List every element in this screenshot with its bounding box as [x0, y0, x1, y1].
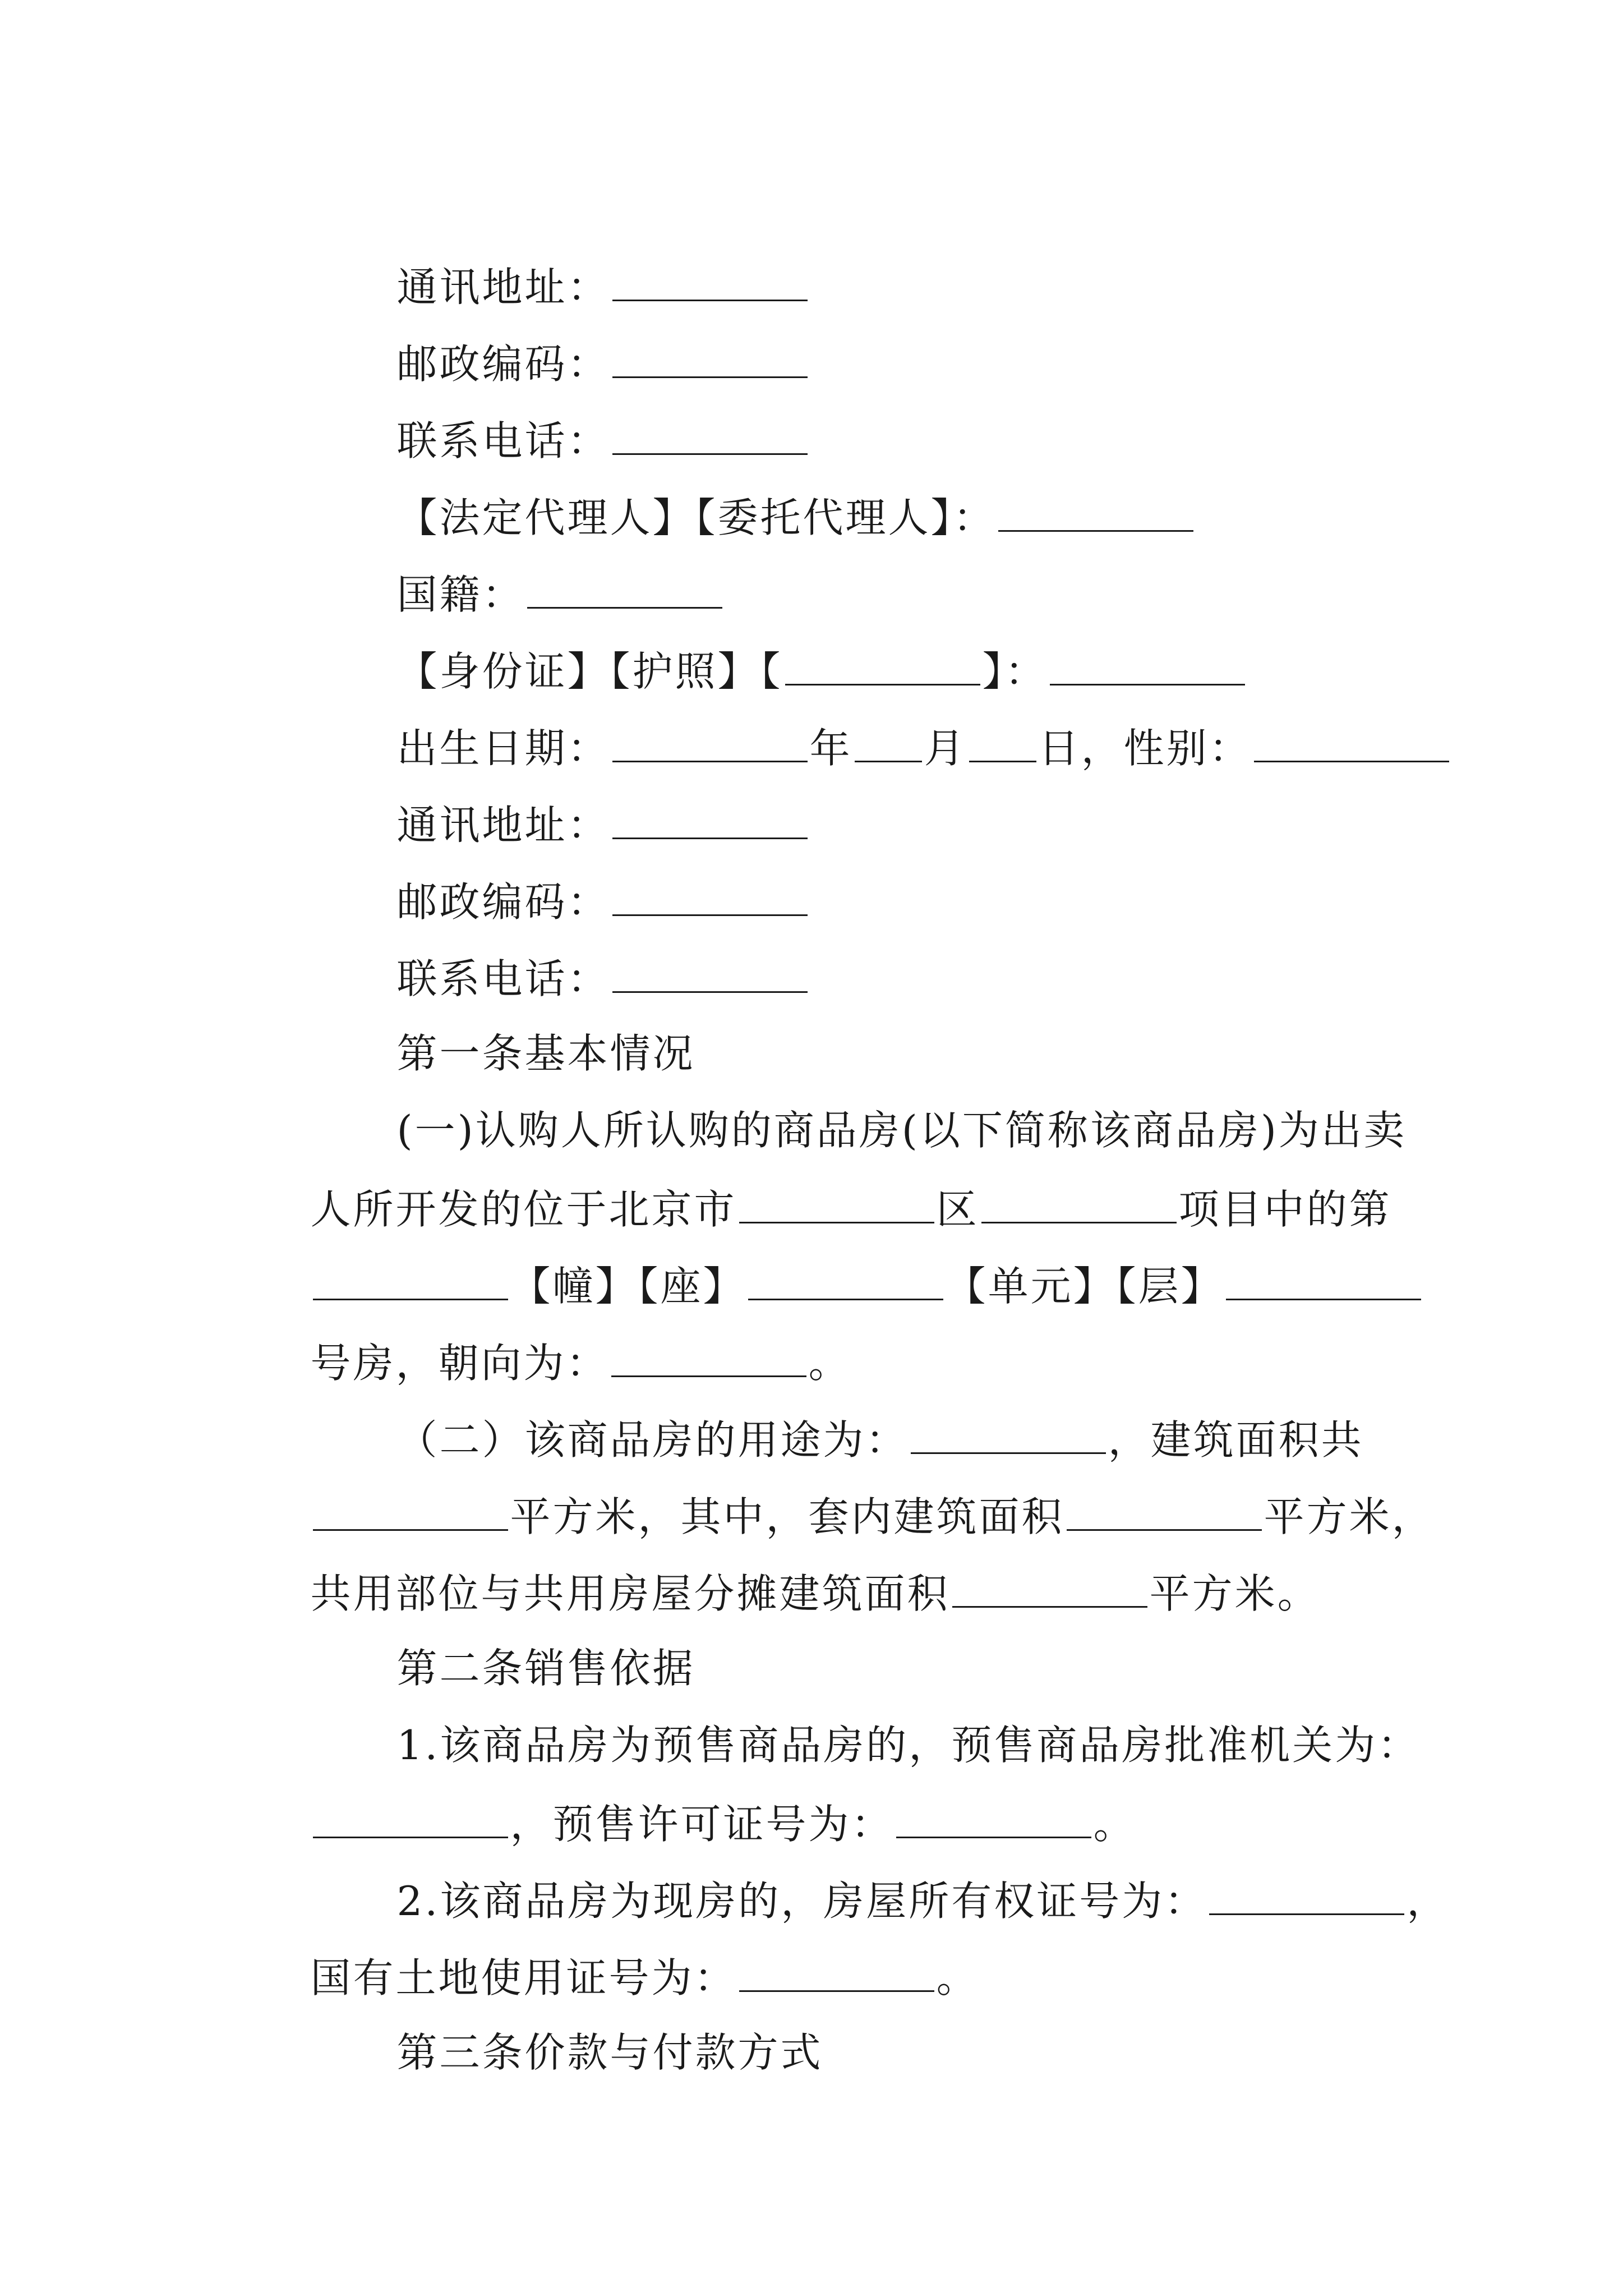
blank-field[interactable] — [1226, 1264, 1421, 1300]
text: 项目中的第 — [1178, 1186, 1392, 1233]
blank-field[interactable] — [739, 1955, 934, 1992]
text: 共用部位与共用房屋分摊建筑面积 — [310, 1570, 950, 1617]
text: 2.该商品房为现房的，房屋所有权证号为： — [396, 1878, 1207, 1925]
text: 国有土地使用证号为： — [310, 1954, 737, 2001]
article-3-heading — [336, 1992, 823, 2113]
text: (一)认购人所认购的商品房(以下简称该商品房)为出卖 — [396, 1107, 1407, 1154]
blank-field[interactable] — [1067, 1494, 1262, 1531]
label: 邮政编码： — [396, 878, 610, 926]
blank-field[interactable] — [612, 803, 808, 839]
text: ， — [1407, 1878, 1450, 1925]
label: 国籍： — [396, 571, 525, 618]
text: 人所开发的位于北京市 — [310, 1186, 737, 1233]
label: 【法定代理人】【委托代理人】： — [396, 494, 996, 541]
label: 日，性别： — [1038, 725, 1252, 772]
text: 平方米。 — [1149, 1570, 1320, 1617]
blank-field[interactable] — [612, 880, 808, 916]
blank-field[interactable] — [739, 1187, 934, 1223]
blank-field[interactable] — [952, 1571, 1147, 1608]
label: 联系电话： — [396, 955, 610, 1002]
text: 【单元】【层】 — [945, 1263, 1224, 1310]
label: 通讯地址： — [396, 264, 610, 311]
text: ，预售许可证号为： — [510, 1801, 894, 1848]
blank-field[interactable] — [998, 495, 1193, 532]
text: 【幢】【座】 — [510, 1263, 746, 1310]
text: （二）该商品房的用途为： — [396, 1416, 909, 1464]
label: 】： — [982, 648, 1048, 695]
text: 。 — [936, 1954, 979, 2001]
label: 联系电话： — [396, 417, 610, 464]
text: ，建筑面积共 — [1108, 1416, 1364, 1464]
heading: 第三条价款与付款方式 — [396, 2029, 823, 2076]
blank-field[interactable] — [1254, 726, 1449, 762]
heading: 第一条基本情况 — [396, 1030, 695, 1077]
blank-field[interactable] — [612, 956, 808, 993]
blank-field[interactable] — [313, 1264, 508, 1300]
label: 月 — [924, 725, 967, 772]
text: 号房，朝向为： — [310, 1340, 609, 1387]
blank-field[interactable] — [855, 726, 922, 762]
blank-field[interactable] — [896, 1802, 1091, 1838]
blank-field[interactable] — [612, 342, 808, 378]
text: 平方米，其中，套内建筑面积 — [510, 1493, 1064, 1540]
blank-field[interactable] — [785, 649, 980, 685]
blank-field[interactable] — [911, 1418, 1106, 1454]
blank-field[interactable] — [969, 726, 1036, 762]
blank-field[interactable] — [313, 1802, 508, 1838]
label: 出生日期： — [396, 725, 610, 772]
blank-field[interactable] — [1209, 1879, 1404, 1915]
blank-field[interactable] — [981, 1187, 1177, 1223]
blank-field[interactable] — [612, 418, 808, 455]
text: 。 — [1093, 1801, 1136, 1848]
label: 通讯地址： — [396, 802, 610, 849]
label: 邮政编码： — [396, 341, 610, 388]
heading: 第二条销售依据 — [396, 1645, 695, 1692]
label: 【身份证】【护照】【 — [396, 648, 783, 695]
blank-field[interactable] — [527, 572, 722, 609]
blank-field[interactable] — [612, 726, 808, 762]
blank-field[interactable] — [313, 1494, 508, 1531]
text: 区 — [936, 1186, 979, 1233]
blank-field[interactable] — [612, 265, 808, 301]
blank-field[interactable] — [611, 1341, 806, 1377]
text: 。 — [808, 1340, 851, 1387]
blank-field[interactable] — [748, 1264, 943, 1300]
text: 1.该商品房为预售商品房的，预售商品房批准机关为： — [396, 1722, 1421, 1769]
text: 平方米， — [1264, 1493, 1435, 1540]
label: 年 — [809, 725, 852, 772]
blank-field[interactable] — [1050, 649, 1245, 685]
